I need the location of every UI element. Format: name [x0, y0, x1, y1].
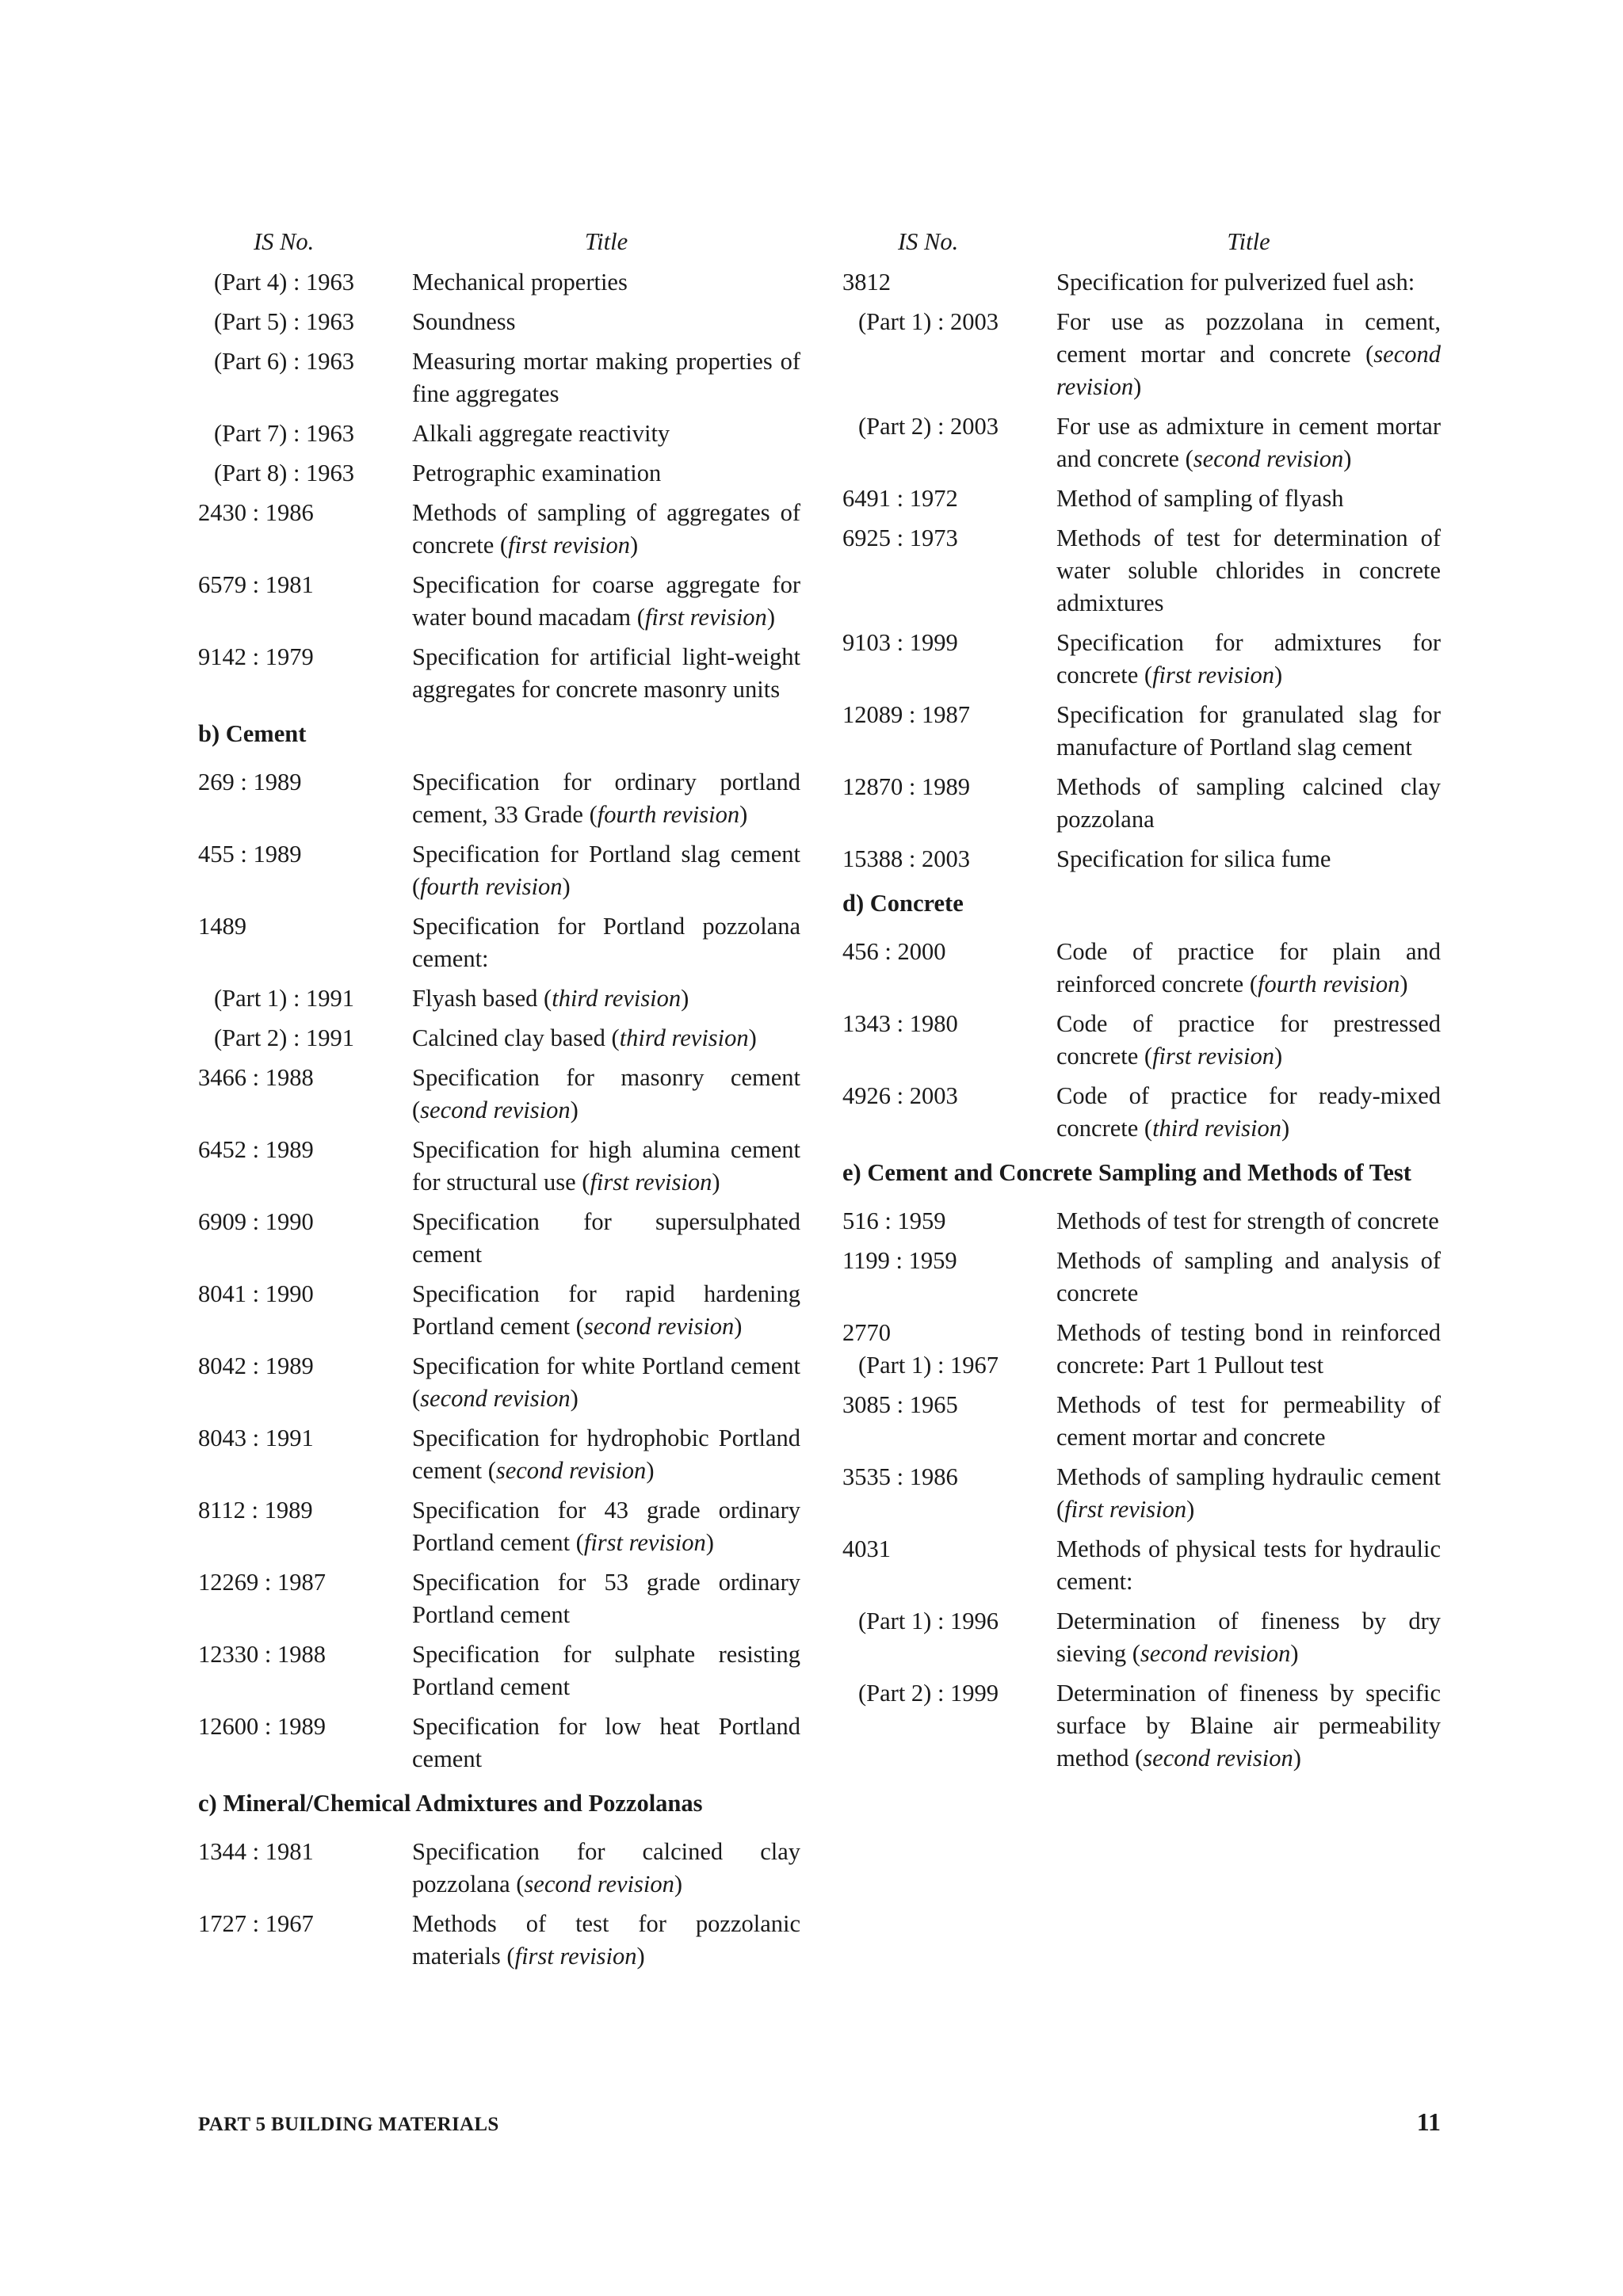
- is-number: 3812: [842, 269, 891, 296]
- revision-note: (second revision): [1135, 1745, 1301, 1772]
- is-number: 6491 : 1972: [842, 485, 958, 512]
- standard-entry: [198, 1206, 800, 1271]
- standard-title: [412, 1422, 800, 1487]
- standard-entry: [198, 569, 800, 634]
- title-text: Specification for granulated slag for manufacture of Portland slag cement: [1056, 701, 1441, 761]
- standard-title: [412, 457, 800, 490]
- page-footer: [198, 2107, 1441, 2137]
- standard-entry: [842, 1317, 1441, 1382]
- title-text: Specification for white Portland cement: [412, 1352, 800, 1379]
- revision-note: (second revision): [487, 1457, 655, 1484]
- title-text: Methods of physical tests for hydraulic cement:: [1056, 1535, 1441, 1595]
- is-number: 15388 : 2003: [842, 845, 970, 872]
- standard-entry: [198, 1422, 800, 1487]
- is-number: 6452 : 1989: [198, 1136, 314, 1163]
- title-text: Specification for low heat Portland cement: [412, 1713, 800, 1772]
- is-number: 1489: [198, 913, 246, 940]
- revision-note: (first revision): [506, 1943, 645, 1970]
- section-heading: b) Cement: [198, 720, 307, 747]
- standard-entry: [842, 1245, 1441, 1310]
- is-number: (Part 7) : 1963: [214, 420, 355, 447]
- title-text: Determination of fineness by specific surface by Blaine air permeability method: [1056, 1680, 1441, 1772]
- standard-entry: [198, 910, 800, 975]
- revision-note: (first revision): [575, 1529, 714, 1556]
- is-number: (Part 8) : 1963: [214, 460, 355, 486]
- section-heading: c) Mineral/Chemical Admixtures and Pozzolanas: [198, 1790, 703, 1817]
- revision-note: (fourth revision): [589, 801, 748, 828]
- standard-title: [412, 306, 800, 338]
- standard-title: [412, 982, 800, 1015]
- column-header: [842, 226, 1441, 258]
- is-number: 12330 : 1988: [198, 1641, 326, 1668]
- revision-note: (first revision): [1144, 662, 1283, 688]
- standard-entry: [198, 1494, 800, 1559]
- revision-note: (third revision): [544, 985, 689, 1012]
- title-text: For use as pozzolana in cement, cement mortar and concrete: [1056, 308, 1441, 368]
- is-number: (Part 2) : 1991: [214, 1024, 355, 1051]
- is-number: 456 : 2000: [842, 938, 946, 965]
- section-heading: e) Cement and Concrete Sampling and Methods of Test: [842, 1159, 1411, 1186]
- standard-title: [1056, 699, 1441, 764]
- title-text: Specification for 53 grade ordinary Portland cement: [412, 1569, 800, 1628]
- standard-entry: [842, 936, 1441, 1001]
- title-text: Specification for silica fume: [1056, 845, 1331, 872]
- title-text: Methods of sampling and analysis of concrete: [1056, 1247, 1441, 1306]
- title-text: Mechanical properties: [412, 269, 628, 296]
- title-text: Calcined clay based: [412, 1024, 605, 1051]
- standard-title: [412, 1638, 800, 1703]
- header-is-no: IS No.: [254, 228, 315, 255]
- standard-entry: [198, 1711, 800, 1775]
- title-text: Specification for ordinary portland cement, 33 Grade: [412, 769, 800, 828]
- is-number: 12870 : 1989: [842, 773, 970, 800]
- is-number: 4031: [842, 1535, 891, 1562]
- title-text: Code of practice for prestressed concrete: [1056, 1010, 1441, 1070]
- title-text: Methods of test for strength of concrete: [1056, 1207, 1439, 1234]
- standard-title: [412, 1494, 800, 1559]
- is-number: 1344 : 1981: [198, 1838, 314, 1865]
- standard-title: [1056, 1461, 1441, 1526]
- revision-note: (first revision): [499, 532, 639, 559]
- standard-title: [412, 1836, 800, 1901]
- title-text: Code of practice for plain and reinforced concrete: [1056, 938, 1441, 997]
- is-number: 516 : 1959: [842, 1207, 946, 1234]
- standard-title: [1056, 410, 1441, 475]
- standard-entry: [842, 1389, 1441, 1454]
- right-column: [842, 226, 1441, 1782]
- revision-note: (first revision): [636, 604, 775, 631]
- standard-entry: [842, 1008, 1441, 1073]
- title-text: Methods of test for pozzolanic materials: [412, 1910, 800, 1970]
- title-text: Specification for sulphate resisting Portland cement: [412, 1641, 800, 1700]
- standard-title: [1056, 482, 1441, 515]
- standard-entry: [842, 410, 1441, 475]
- is-number: 8043 : 1991: [198, 1425, 314, 1451]
- standard-title: [1056, 1389, 1441, 1454]
- title-text: Methods of sampling calcined clay pozzolana: [1056, 773, 1441, 833]
- standard-title: [412, 418, 800, 450]
- is-number: 12600 : 1989: [198, 1713, 326, 1740]
- title-text: Alkali aggregate reactivity: [412, 420, 670, 447]
- standard-entry: [198, 1836, 800, 1901]
- revision-note: (second revision): [516, 1871, 683, 1897]
- standard-entry: [198, 306, 800, 338]
- is-number: (Part 1) : 1991: [214, 985, 355, 1012]
- title-text: Methods of sampling of aggregates of concrete: [412, 499, 800, 559]
- standard-entry: [198, 1278, 800, 1343]
- standard-entry: [198, 345, 800, 410]
- standard-title: [1056, 1245, 1441, 1310]
- revision-note: (second revision): [412, 1385, 579, 1412]
- revision-note: (second revision): [1056, 341, 1441, 400]
- standard-title: [412, 1278, 800, 1343]
- is-number: 8112 : 1989: [198, 1497, 313, 1524]
- is-number: 3466 : 1988: [198, 1064, 314, 1091]
- is-number: 8042 : 1989: [198, 1352, 314, 1379]
- standard-title: [412, 1134, 800, 1199]
- title-text: Specification for high alumina cement for structural use: [412, 1136, 800, 1196]
- revision-note: (first revision): [1144, 1043, 1283, 1070]
- standard-title: [412, 641, 800, 706]
- standard-title: [412, 910, 800, 975]
- standard-entry: [842, 843, 1441, 875]
- standard-title: [1056, 1008, 1441, 1073]
- standard-entry: [842, 1677, 1441, 1775]
- is-number: 6925 : 1973: [842, 524, 958, 551]
- is-number: (Part 2) : 1999: [858, 1680, 999, 1707]
- title-text: Specification for hydrophobic Portland cement: [412, 1425, 800, 1484]
- standard-title: [412, 569, 800, 634]
- standard-title: [412, 1350, 800, 1415]
- standard-entry: [842, 1533, 1441, 1598]
- is-number: (Part 6) : 1963: [214, 348, 355, 375]
- standard-title: [1056, 306, 1441, 403]
- standard-title: [1056, 1677, 1441, 1775]
- title-text: Specification for admixtures for concrete: [1056, 629, 1441, 688]
- standard-entry: [842, 771, 1441, 836]
- standard-title: [412, 266, 800, 299]
- column-header: [198, 226, 800, 258]
- is-number: (Part 5) : 1963: [214, 308, 355, 335]
- standard-entry: [842, 266, 1441, 299]
- standard-entry: [198, 1022, 800, 1055]
- standard-entry: [198, 1908, 800, 1973]
- is-number: 455 : 1989: [198, 841, 302, 868]
- standard-title: [1056, 627, 1441, 692]
- title-text: Methods of sampling hydraulic cement: [1056, 1463, 1441, 1490]
- standard-entry: [198, 982, 800, 1015]
- standard-entry: [198, 457, 800, 490]
- standard-entry: [842, 1605, 1441, 1670]
- is-number: 9142 : 1979: [198, 643, 314, 670]
- standard-title: [412, 345, 800, 410]
- is-number: (Part 1) : 2003: [858, 308, 999, 335]
- revision-note: (fourth revision): [1249, 971, 1408, 997]
- is-number: 3535 : 1986: [842, 1463, 958, 1490]
- standard-entry: [198, 766, 800, 831]
- revision-note: (third revision): [1144, 1115, 1290, 1142]
- standard-title: [1056, 266, 1441, 299]
- title-text: Specification for artificial light-weight aggregates for concrete masonry units: [412, 643, 800, 703]
- standard-entry: [842, 482, 1441, 515]
- footer-text: PART 5 BUILDING MATERIALS: [198, 2114, 499, 2135]
- standard-entry: [198, 1566, 800, 1631]
- standard-title: [412, 1711, 800, 1775]
- is-number: 8041 : 1990: [198, 1280, 314, 1307]
- standard-entry: [842, 1205, 1441, 1238]
- left-column: [198, 226, 800, 1980]
- standard-title: [1056, 1205, 1441, 1238]
- is-number: 9103 : 1999: [842, 629, 958, 656]
- standard-title: [412, 1566, 800, 1631]
- standard-title: [412, 1022, 800, 1055]
- is-number: 3085 : 1965: [842, 1391, 958, 1418]
- is-number: 1199 : 1959: [842, 1247, 957, 1274]
- title-text: Specification for supersulphated cement: [412, 1208, 800, 1268]
- revision-note: (third revision): [611, 1024, 757, 1051]
- standard-title: [1056, 522, 1441, 620]
- standard-entry: [198, 497, 800, 562]
- title-text: Method of sampling of flyash: [1056, 485, 1344, 512]
- is-number: 2770 (Part 1) : 1967: [842, 1319, 999, 1379]
- standard-entry: [198, 1638, 800, 1703]
- title-text: Specification for pulverized fuel ash:: [1056, 269, 1415, 296]
- standard-entry: [842, 306, 1441, 403]
- title-text: Specification for coarse aggregate for water bound macadam: [412, 571, 800, 631]
- standard-entry: [842, 627, 1441, 692]
- standard-title: [1056, 771, 1441, 836]
- right-entry-list: [842, 266, 1441, 1775]
- standard-title: [1056, 1605, 1441, 1670]
- title-text: Specification for 43 grade ordinary Portland cement: [412, 1497, 800, 1556]
- standard-title: [1056, 936, 1441, 1001]
- header-title: Title: [584, 228, 628, 255]
- title-text: Specification for masonry cement: [412, 1064, 800, 1091]
- standard-title: [1056, 843, 1441, 875]
- standard-entry: [198, 1134, 800, 1199]
- title-text: Specification for calcined clay pozzolana: [412, 1838, 800, 1897]
- standard-entry: [842, 699, 1441, 764]
- header-title: Title: [1227, 228, 1270, 255]
- is-number: (Part 2) : 2003: [858, 413, 999, 440]
- standard-title: [412, 1062, 800, 1127]
- standard-title: [412, 497, 800, 562]
- is-number: 6579 : 1981: [198, 571, 314, 598]
- is-number: 12089 : 1987: [842, 701, 970, 728]
- title-text: Methods of test for determination of water soluble chlorides in concrete admixtures: [1056, 524, 1441, 616]
- revision-note: (fourth revision): [412, 873, 571, 900]
- revision-note: (second revision): [1132, 1640, 1299, 1667]
- page-number: 11: [1416, 2107, 1441, 2136]
- standard-entry: [842, 1461, 1441, 1526]
- revision-note: (second revision): [412, 1097, 579, 1123]
- standard-entry: [842, 1080, 1441, 1145]
- header-is-no: IS No.: [898, 228, 959, 255]
- standard-entry: [198, 838, 800, 903]
- standard-entry: [198, 1062, 800, 1127]
- revision-note: (second revision): [1185, 445, 1352, 472]
- is-number: (Part 4) : 1963: [214, 269, 355, 296]
- standard-title: [412, 838, 800, 903]
- revision-note: (second revision): [575, 1313, 743, 1340]
- is-number: (Part 1) : 1996: [858, 1608, 999, 1634]
- title-text: Methods of test for permeability of cement mortar and concrete: [1056, 1391, 1441, 1451]
- is-number: 6909 : 1990: [198, 1208, 314, 1235]
- title-text: Specification for rapid hardening Portland cement: [412, 1280, 800, 1340]
- section-heading: d) Concrete: [842, 890, 964, 917]
- title-text: Methods of testing bond in reinforced concrete: Part 1 Pullout test: [1056, 1319, 1441, 1379]
- title-text: Flyash based: [412, 985, 538, 1012]
- is-number: 1727 : 1967: [198, 1910, 314, 1937]
- standard-title: [1056, 1533, 1441, 1598]
- title-text: Code of practice for ready-mixed concrete: [1056, 1082, 1441, 1142]
- revision-note: (first revision): [1056, 1496, 1195, 1523]
- title-text: Specification for Portland slag cement: [412, 841, 800, 868]
- is-number: 269 : 1989: [198, 769, 302, 795]
- is-number: 12269 : 1987: [198, 1569, 326, 1596]
- title-text: Specification for Portland pozzolana cement:: [412, 913, 800, 972]
- is-number: 4926 : 2003: [842, 1082, 958, 1109]
- standard-title: [1056, 1317, 1441, 1382]
- title-text: Measuring mortar making properties of fine aggregates: [412, 348, 800, 407]
- standard-entry: [198, 1350, 800, 1415]
- left-entry-list: [198, 266, 800, 1973]
- standard-title: [1056, 1080, 1441, 1145]
- standard-entry: [198, 641, 800, 706]
- is-number: 2430 : 1986: [198, 499, 314, 526]
- revision-note: (first revision): [582, 1169, 720, 1196]
- standard-title: [412, 1206, 800, 1271]
- title-text: Soundness: [412, 308, 516, 335]
- standard-title: [412, 1908, 800, 1973]
- title-text: Determination of fineness by dry sieving: [1056, 1608, 1441, 1667]
- title-text: For use as admixture in cement mortar and concrete: [1056, 413, 1441, 472]
- standard-entry: [842, 522, 1441, 620]
- is-number: 1343 : 1980: [842, 1010, 958, 1037]
- standard-entry: [198, 266, 800, 299]
- title-text: Petrographic examination: [412, 460, 662, 486]
- standard-entry: [198, 418, 800, 450]
- standard-title: [412, 766, 800, 831]
